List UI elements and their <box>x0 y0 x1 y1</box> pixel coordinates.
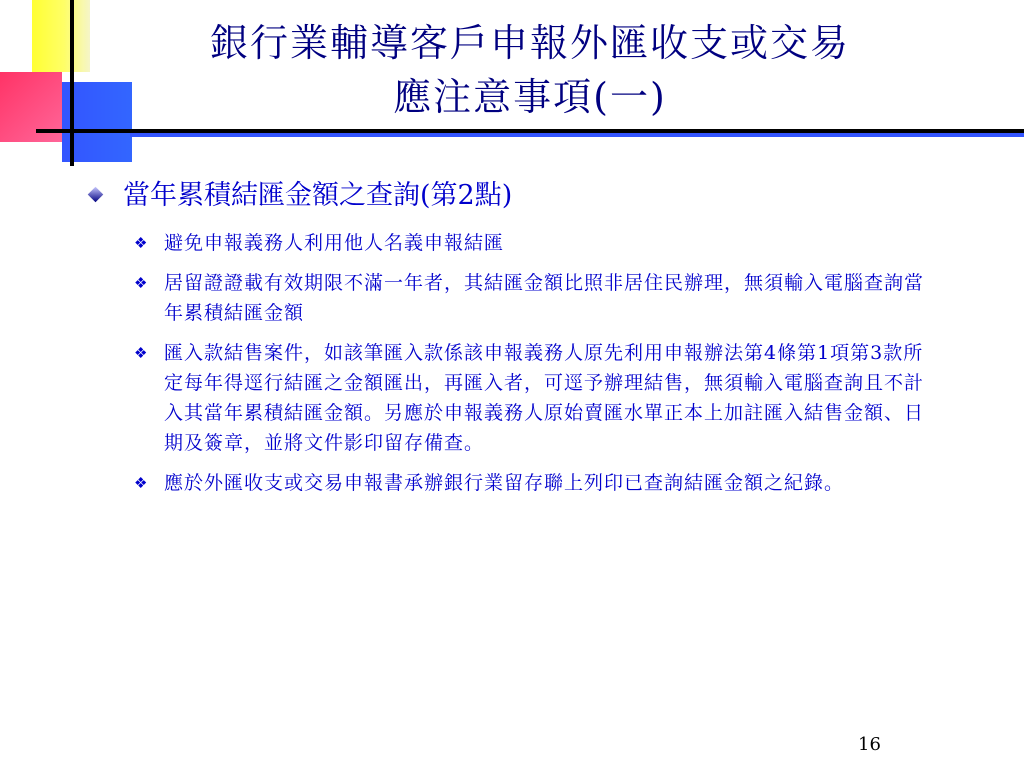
page-number: 16 <box>858 734 881 755</box>
sub-bullet-2 <box>134 268 940 328</box>
main-bullet <box>90 178 940 214</box>
decor-yellow-square <box>32 0 90 72</box>
four-diamond-star-icon: ❖ <box>134 234 148 252</box>
sub-bullet-4 <box>134 468 940 498</box>
decor-horizontal-blue-line <box>130 133 1024 137</box>
four-diamond-star-icon: ❖ <box>134 474 148 492</box>
decor-vertical-line <box>70 0 74 166</box>
sub-bullet-text: 匯入款結售案件，如該筆匯入款係該申報義務人原先利用申報辦法第4條第1項第3款所定每年得逕行結匯之金額匯出，再匯入者，可逕予辦理結售，無須輸入電腦查詢且不計入其當年累積結匯金額。另應於申報義務人原始賣匯水單正本上加註匯入結售金額、日期及簽章，並將文件影印留存備查。 <box>164 342 925 454</box>
diamond-bullet-icon <box>88 187 104 203</box>
sub-bullet-text: 應於外匯收支或交易申報書承辦銀行業留存聯上列印已查詢結匯金額之紀錄。 <box>164 472 845 494</box>
four-diamond-star-icon: ❖ <box>134 274 148 292</box>
sub-bullet-3 <box>134 338 940 458</box>
sub-bullet-1 <box>134 228 940 258</box>
four-diamond-star-icon: ❖ <box>134 344 148 362</box>
sub-bullet-text: 避免申報義務人利用他人名義申報結匯 <box>164 232 505 254</box>
slide-content <box>90 178 940 508</box>
title-line-2: 應注意事項(一) <box>393 75 667 119</box>
slide-title <box>100 16 960 124</box>
title-line-1: 銀行業輔導客戶申報外匯收支或交易 <box>209 21 850 65</box>
sub-bullet-text: 居留證證載有效期限不滿一年者，其結匯金額比照非居住民辦理，無須輸入電腦查詢當年累積結匯金額 <box>164 272 925 324</box>
main-bullet-text: 當年累積結匯金額之查詢(第2點) <box>123 180 513 211</box>
